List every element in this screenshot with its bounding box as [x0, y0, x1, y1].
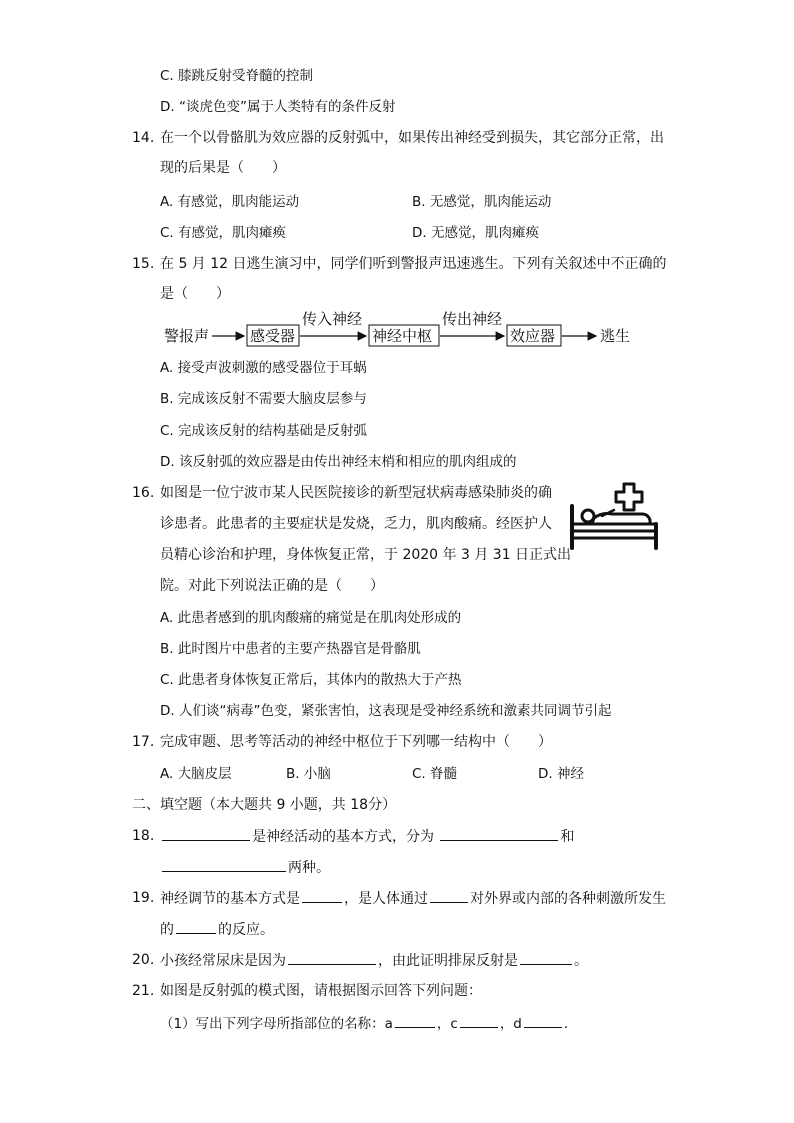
q15-option-a: A. 接受声波刺激的感受器位于耳蜗: [160, 360, 367, 376]
q16-text-line2: 诊患者。此患者的主要症状是发烧，乏力，肌肉酸痛。经医护人: [160, 516, 552, 532]
q18-line2: [160, 857, 330, 878]
flow-start-label: 警报声: [164, 327, 210, 345]
q17-option-b: B. 小脑: [286, 766, 331, 782]
q14-number: 14.: [132, 130, 155, 146]
q20-number: 20.: [132, 952, 155, 968]
q19-text-2a: 的: [160, 922, 174, 938]
flow-box-center-label: 神经中枢: [372, 327, 433, 345]
q21-blank-a[interactable]: [395, 1013, 435, 1028]
q15-text-line1: 在 5 月 12 日逃生演习中，同学们听到警报声迅速逃生。下列有关叙述中不正确的: [160, 256, 667, 272]
q15-option-b: B. 完成该反射不需要大脑皮层参与: [160, 391, 367, 407]
q19-blank-1[interactable]: [302, 888, 342, 903]
q18-blank-3[interactable]: [162, 857, 286, 872]
q16-text-line3: 员精心诊治和护理，身体恢复正常，于 2020 年 3 月 31 日正式出: [160, 547, 572, 563]
section-title-fill-in: 二、填空题（本大题共 9 小题，共 18分）: [132, 797, 397, 813]
q19-text-1a: 神经调节的基本方式是: [160, 891, 300, 907]
q17-option-a: A. 大脑皮层: [160, 766, 232, 782]
q19-text-1c: 对外界或内部的各种刺激所发生: [470, 891, 666, 907]
q19-blank-2[interactable]: [430, 888, 468, 903]
q17-option-c: C. 脊髓: [412, 766, 458, 782]
q18-blank-1[interactable]: [162, 826, 250, 841]
medical-cross-icon: [616, 484, 642, 510]
q19-blank-3[interactable]: [176, 919, 216, 934]
q16-option-d: D. 人们谈“病毒”色变，紧张害怕，这表现是受神经系统和激素共同调节引起: [160, 703, 612, 719]
q14-text-line1: 在一个以骨骼肌为效应器的反射弧中，如果传出神经受到损失，其它部分正常，出: [160, 130, 664, 146]
q16-option-b: B. 此时图片中患者的主要产热器官是骨骼肌: [160, 641, 421, 657]
q17-number: 17.: [132, 734, 155, 750]
q17-text-line1: 完成审题、思考等活动的神经中枢位于下列哪一结构中（ ）: [160, 734, 552, 750]
q18-text-1a: 是神经活动的基本方式，分为: [252, 829, 434, 845]
q19-number: 19.: [132, 890, 155, 906]
q16-text-line1: 如图是一位宁波市某人民医院接诊的新型冠状病毒感染肺炎的确: [160, 485, 552, 501]
q19-text-1b: ，是人体通过: [344, 891, 428, 907]
q14-option-c: C. 有感觉，肌肉瘫痪: [160, 225, 287, 241]
q13-option-d: D. “谈虎色变”属于人类特有的条件反射: [160, 99, 396, 115]
q15-option-d: D. 该反射弧的效应器是由传出神经末梢和相应的肌肉组成的: [160, 454, 517, 470]
q19-text-2b: 的反应。: [218, 922, 274, 938]
q17-option-d: D. 神经: [538, 766, 584, 782]
q21-text-line1: 如图是反射弧的模式图，请根据图示回答下列问题：: [160, 983, 482, 999]
hospital-bed-patient-icon: [566, 478, 662, 552]
q13-option-c: C. 膝跳反射受脊髓的控制: [160, 68, 314, 84]
q18-text-2: 两种。: [288, 860, 330, 876]
flow-edge1-label: 传入神经: [302, 310, 363, 328]
flow-box-effector-label: 效应器: [510, 327, 556, 345]
q20-text-1a: 小孩经常尿床是因为: [160, 953, 286, 969]
q19-line1: [160, 888, 666, 909]
reflex-flow-diagram: [160, 310, 640, 352]
flow-end-label: 逃生: [600, 327, 631, 345]
q16-text-line4: 院。对此下列说法正确的是（ ）: [160, 578, 384, 594]
q20-text-1b: ，由此证明排尿反射是: [378, 953, 518, 969]
q15-number: 15.: [132, 256, 155, 272]
q14-option-b: B. 无感觉，肌肉能运动: [412, 194, 552, 210]
q20-blank-2[interactable]: [520, 950, 572, 965]
q21-sub1-text-c: ，c: [436, 1016, 458, 1032]
q18-number: 18.: [132, 828, 155, 844]
q16-option-c: C. 此患者身体恢复正常后，其体内的散热大于产热: [160, 672, 462, 688]
q20-text-1c: 。: [574, 953, 588, 969]
q21-sub1-text-end: .: [563, 1016, 569, 1032]
flow-box-receptor-label: 感受器: [250, 327, 296, 345]
q20-line1: [160, 950, 588, 971]
q18-text-1b: 和: [560, 829, 575, 845]
q14-option-a: A. 有感觉，肌肉能运动: [160, 194, 300, 210]
q21-blank-d[interactable]: [524, 1013, 562, 1028]
q20-blank-1[interactable]: [288, 950, 376, 965]
flow-edge2-label: 传出神经: [442, 310, 503, 328]
q18-blank-2[interactable]: [440, 826, 558, 841]
q15-option-c: C. 完成该反射的结构基础是反射弧: [160, 423, 368, 439]
q21-sub1-text-d: ，d: [499, 1016, 522, 1032]
q16-number: 16.: [132, 485, 155, 501]
q21-blank-c[interactable]: [460, 1013, 498, 1028]
q14-option-d: D. 无感觉，肌肉瘫痪: [412, 225, 539, 241]
q16-option-a: A. 此患者感到的肌肉酸痛的痛觉是在肌肉处形成的: [160, 610, 462, 626]
q15-text-line2: 是（ ）: [160, 286, 230, 302]
q14-text-line2: 现的后果是（ ）: [160, 160, 286, 176]
q19-line2: [160, 919, 274, 940]
q21-sub1-line: [160, 1013, 568, 1034]
q21-number: 21.: [132, 983, 155, 999]
q21-sub1-text-a: （1）写出下列字母所指部位的名称：a: [160, 1016, 393, 1032]
q18-line1: [160, 826, 574, 847]
